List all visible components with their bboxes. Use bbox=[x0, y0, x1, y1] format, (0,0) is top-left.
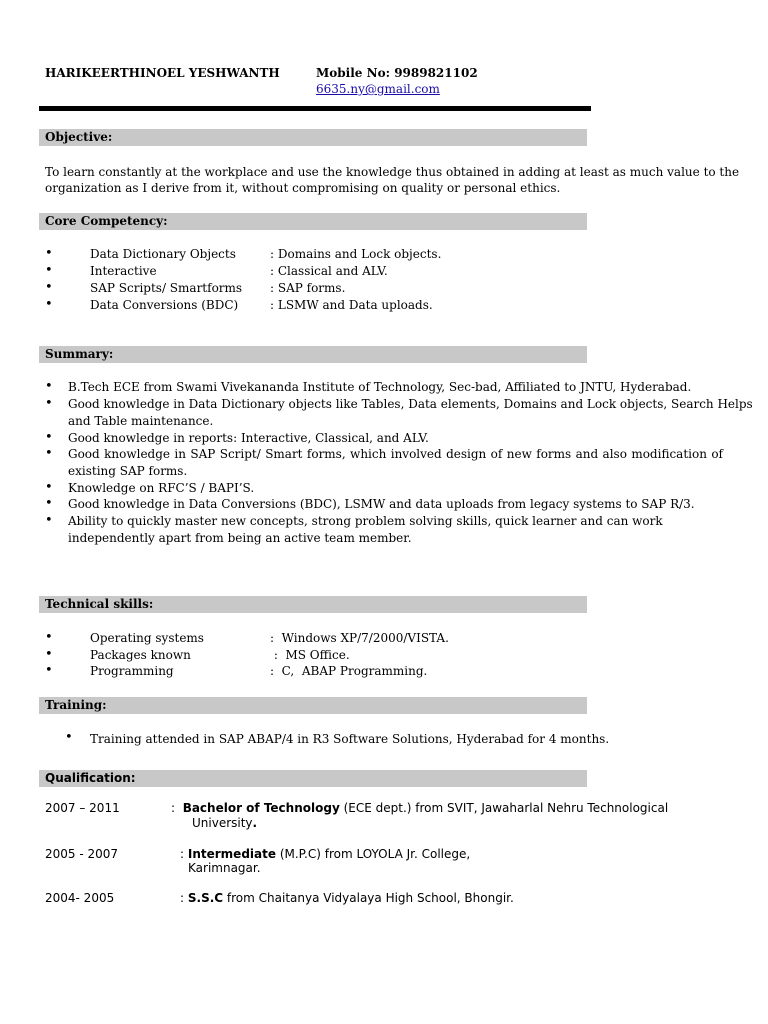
skill-label: Packages known bbox=[90, 648, 191, 662]
header-rule bbox=[39, 106, 591, 111]
competency-label: SAP Scripts/ Smartforms bbox=[90, 281, 243, 295]
qualification-continued: Karimnagar. bbox=[188, 861, 261, 875]
skill-label: Operating systems bbox=[90, 631, 204, 645]
bullet-icon: • bbox=[45, 496, 53, 511]
bullet-icon: • bbox=[45, 263, 53, 278]
objective-line-2: organization as I derive from it, without compromising on quality or personal ethics. bbox=[45, 181, 561, 195]
qualification-colon: : bbox=[180, 891, 185, 905]
skill-value: : C, ABAP Programming. bbox=[270, 664, 428, 678]
competency-value: : Classical and ALV. bbox=[270, 264, 388, 278]
bullet-icon: • bbox=[45, 630, 53, 645]
competency-label: Data Conversions (BDC) bbox=[90, 298, 239, 312]
email-link-wrap bbox=[316, 81, 440, 97]
qualification-line bbox=[180, 891, 514, 906]
qualification-degree: S.S.C bbox=[187, 891, 224, 905]
competency-label: Data Dictionary Objects bbox=[90, 247, 236, 261]
objective-line-1: To learn constantly at the workplace and use the knowledge thus obtained in adding at least as much value to the bbox=[45, 165, 740, 179]
core-competency-heading-bar bbox=[39, 213, 587, 230]
summary-item: Good knowledge in SAP Script/ Smart forms, which involved design of new forms and also modification of bbox=[68, 447, 723, 461]
summary-item: Good knowledge in reports: Interactive, Classical, and ALV. bbox=[68, 431, 429, 445]
skill-value: : Windows XP/7/2000/VISTA. bbox=[270, 631, 449, 645]
bullet-icon: • bbox=[45, 396, 53, 411]
competency-value: : Domains and Lock objects. bbox=[270, 247, 442, 261]
skill-label: Programming bbox=[90, 664, 174, 678]
bullet-icon: • bbox=[45, 430, 53, 445]
competency-value: : SAP forms. bbox=[270, 281, 346, 295]
training-heading-bar bbox=[39, 697, 587, 714]
bullet-icon: • bbox=[45, 513, 53, 528]
qualification-line-2 bbox=[192, 816, 257, 831]
qualification-line bbox=[171, 801, 668, 816]
summary-heading: Summary: bbox=[45, 347, 114, 361]
summary-heading-bar bbox=[39, 346, 587, 363]
bullet-icon: • bbox=[45, 446, 53, 461]
qualification-years: 2004- 2005 bbox=[45, 891, 115, 905]
summary-item-continued: existing SAP forms. bbox=[68, 464, 188, 478]
bullet-icon: • bbox=[45, 663, 53, 678]
summary-item: Good knowledge in Data Conversions (BDC), LSMW and data uploads from legacy systems to SAP R/3. bbox=[68, 497, 695, 511]
competency-label: Interactive bbox=[90, 264, 157, 278]
candidate-name: HARIKEERTHINOEL YESHWANTH bbox=[45, 66, 280, 80]
qualification-continued: University bbox=[192, 816, 253, 830]
objective-heading-bar bbox=[39, 129, 587, 146]
core-competency-heading: Core Competency: bbox=[45, 214, 168, 228]
training-item: Training attended in SAP ABAP/4 in R3 Software Solutions, Hyderabad for 4 months. bbox=[90, 732, 610, 746]
skill-value: : MS Office. bbox=[270, 648, 350, 662]
summary-item-continued: and Table maintenance. bbox=[68, 414, 214, 428]
qualification-degree: Intermediate bbox=[187, 847, 276, 861]
technical-skills-heading-bar bbox=[39, 596, 587, 613]
technical-skills-heading: Technical skills: bbox=[45, 597, 154, 611]
summary-item-continued: independently apart from being an active team member. bbox=[68, 531, 412, 545]
bullet-icon: • bbox=[45, 280, 53, 295]
summary-item: Good knowledge in Data Dictionary objects like Tables, Data elements, Domains and Lock objects, Search Helps bbox=[68, 397, 753, 411]
training-heading: Training: bbox=[45, 698, 107, 712]
objective-heading: Objective: bbox=[45, 130, 113, 144]
bullet-icon: • bbox=[45, 297, 53, 312]
summary-item: Knowledge on RFC’S / BAPI’S. bbox=[68, 481, 255, 495]
mobile-number: Mobile No: 9989821102 bbox=[316, 66, 478, 80]
email-link[interactable]: 6635.ny@gmail.com bbox=[316, 82, 440, 96]
bullet-icon: • bbox=[45, 379, 53, 394]
qualification-detail: (M.P.C) from LOYOLA Jr. College, bbox=[276, 847, 471, 861]
qualification-detail: (ECE dept.) from SVIT, Jawaharlal Nehru Technological bbox=[339, 801, 669, 815]
qualification-line bbox=[180, 847, 470, 862]
qualification-years: 2007 – 2011 bbox=[45, 801, 120, 815]
summary-item: B.Tech ECE from Swami Vivekananda Institute of Technology, Sec-bad, Affiliated to JNTU, Hyderabad. bbox=[68, 380, 692, 394]
qualification-heading-bar bbox=[39, 770, 587, 787]
qualification-detail: from Chaitanya Vidyalaya High School, Bhongir. bbox=[223, 891, 514, 905]
bullet-icon: • bbox=[45, 647, 53, 662]
qualification-degree: Bachelor of Technology bbox=[182, 801, 340, 815]
qualification-colon: : bbox=[180, 847, 185, 861]
qualification-heading: Qualification: bbox=[45, 771, 136, 785]
qualification-years: 2005 - 2007 bbox=[45, 847, 119, 861]
bullet-icon: • bbox=[45, 480, 53, 495]
bullet-icon: • bbox=[65, 730, 73, 745]
qualification-colon: : bbox=[171, 801, 176, 815]
competency-value: : LSMW and Data uploads. bbox=[270, 298, 433, 312]
qualification-period: . bbox=[252, 816, 258, 830]
summary-item: Ability to quickly master new concepts, strong problem solving skills, quick learner and can work bbox=[68, 514, 663, 528]
bullet-icon: • bbox=[45, 246, 53, 261]
